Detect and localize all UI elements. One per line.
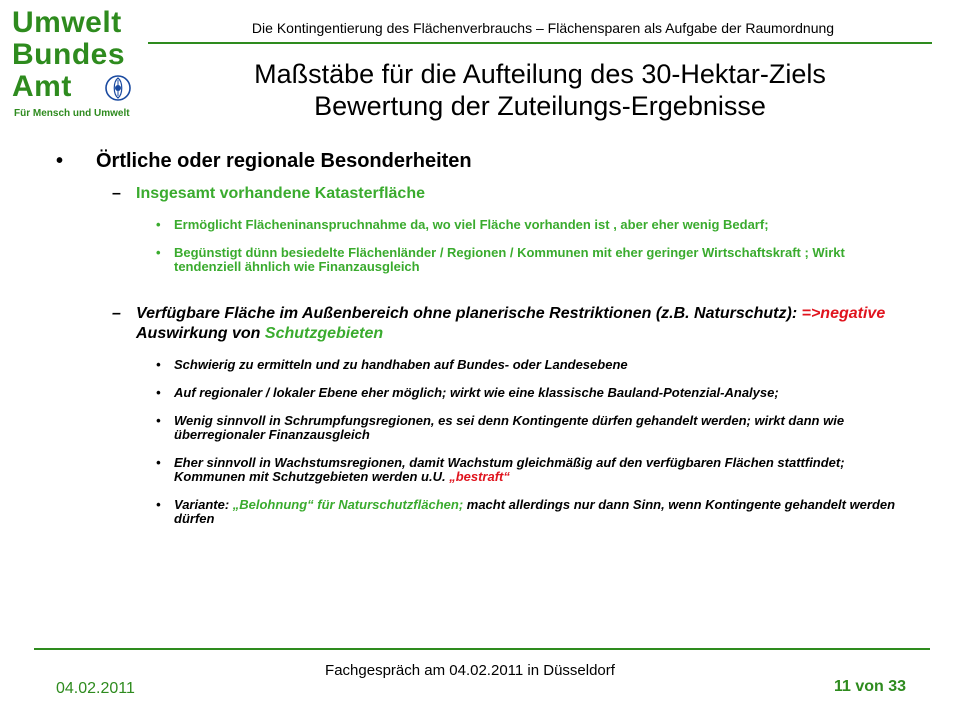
bullet-dot-icon: • — [156, 455, 161, 470]
list-item-text: Schwierig zu ermitteln und zu handhaben auf Bundes- oder Landesebene — [174, 357, 628, 372]
footer-event: Fachgespräch am 04.02.2011 in Düsseldorf — [325, 662, 615, 679]
un-environment-emblem-icon — [104, 74, 132, 102]
slide-title — [148, 58, 932, 122]
bullet-dot-icon: • — [156, 217, 161, 232]
schutzgebiete-highlight: Schutzgebieten — [264, 325, 384, 342]
list-item-text: Wenig sinnvoll in Schrumpfungsregionen, es sei denn Kontingente dürfen gehandelt werden; wirkt dann wie überregionaler Finanzausgleich — [174, 413, 845, 442]
belohnung-highlight: „Belohnung“ für Naturschutzflächen; — [232, 497, 464, 512]
list-item-text: Ermöglicht Flächeninanspruchnahme da, wo viel Fläche vorhanden ist , aber eher wenig Bedarf; — [174, 217, 769, 232]
negative-highlight: =>negative — [801, 305, 886, 322]
bestraft-highlight: „bestraft“ — [449, 469, 510, 484]
bullet-dot-icon: • — [156, 497, 161, 512]
footer-divider — [34, 648, 930, 650]
bullet-text: Örtliche oder regionale Besonderheiten — [96, 150, 472, 172]
bullet-dot-icon: • — [156, 385, 161, 400]
slide-content — [56, 148, 936, 526]
logo-tagline: Für Mensch und Umwelt — [14, 108, 130, 119]
bullet-dot-icon: • — [156, 245, 161, 260]
list-item-suffix: macht allerdings nur dann Sinn, wenn Kontingente gehandelt werden dürfen — [174, 497, 896, 526]
list-item-text: Begünstigt dünn besiedelte Flächenländer / Regionen / Kommunen mit eher geringer Wirtschaftskraft ; Wirkt tendenziell ähnlich wie Finanzausgleich — [174, 245, 845, 274]
slide-title-line-1: Maßstäbe für die Aufteilung des 30-Hektar-Ziels — [254, 59, 826, 89]
bullet-dot-icon: • — [156, 413, 161, 428]
dash-icon: – — [112, 305, 121, 322]
presentation-subtitle: Die Kontingentierung des Flächenverbrauchs – Flächensparen als Aufgabe der Raumordnung — [251, 20, 835, 36]
list-item-prefix: Variante: — [174, 497, 233, 512]
list-item — [56, 246, 904, 274]
slide-title-line-2: Bewertung der Zuteilungs-Ergebnisse — [314, 91, 766, 121]
sub-bullet-verfuegbare-flaeche — [56, 304, 936, 344]
sub-bullet-katasterflaeche — [56, 184, 936, 204]
bullet-level1 — [56, 148, 936, 174]
header-divider — [148, 42, 932, 44]
list-item — [56, 456, 904, 484]
list-item-text: Auf regionaler / lokaler Ebene eher möglich; wirkt wie eine klassische Bauland-Potenzial-Analyse; — [174, 385, 779, 400]
list-item — [56, 498, 904, 526]
sub-bullet-text: Insgesamt vorhandene Katasterfläche — [136, 185, 425, 202]
page-number: 11 von 33 — [833, 678, 906, 695]
list-item-text-line2: Kommunen mit Schutzgebieten werden u.U. — [174, 469, 450, 484]
list-item-text: Eher sinnvoll in Wachstumsregionen, damit Wachstum gleichmäßig auf den verfügbaren Flächen stattfindet; — [174, 455, 845, 470]
list-item — [56, 386, 904, 400]
umweltbundesamt-logo — [12, 8, 140, 124]
list-item — [56, 414, 904, 442]
bullet-dot-icon: • — [156, 357, 161, 372]
logo-word-umwelt: Umwelt — [12, 6, 122, 39]
list-item — [56, 358, 904, 372]
logo-word-bundes: Bundes — [12, 38, 126, 71]
sub-bullet-text-part2: Auswirkung von — [136, 325, 265, 342]
bullet-dot-icon: • — [56, 150, 64, 172]
footer-date: 04.02.2011 — [56, 680, 135, 697]
dash-icon: – — [112, 185, 121, 202]
list-item — [56, 218, 904, 232]
logo-word-amt: Amt — [12, 70, 72, 103]
sub-bullet-text-part1: Verfügbare Fläche im Außenbereich ohne planerische Restriktionen (z.B. Naturschutz): — [136, 305, 802, 322]
